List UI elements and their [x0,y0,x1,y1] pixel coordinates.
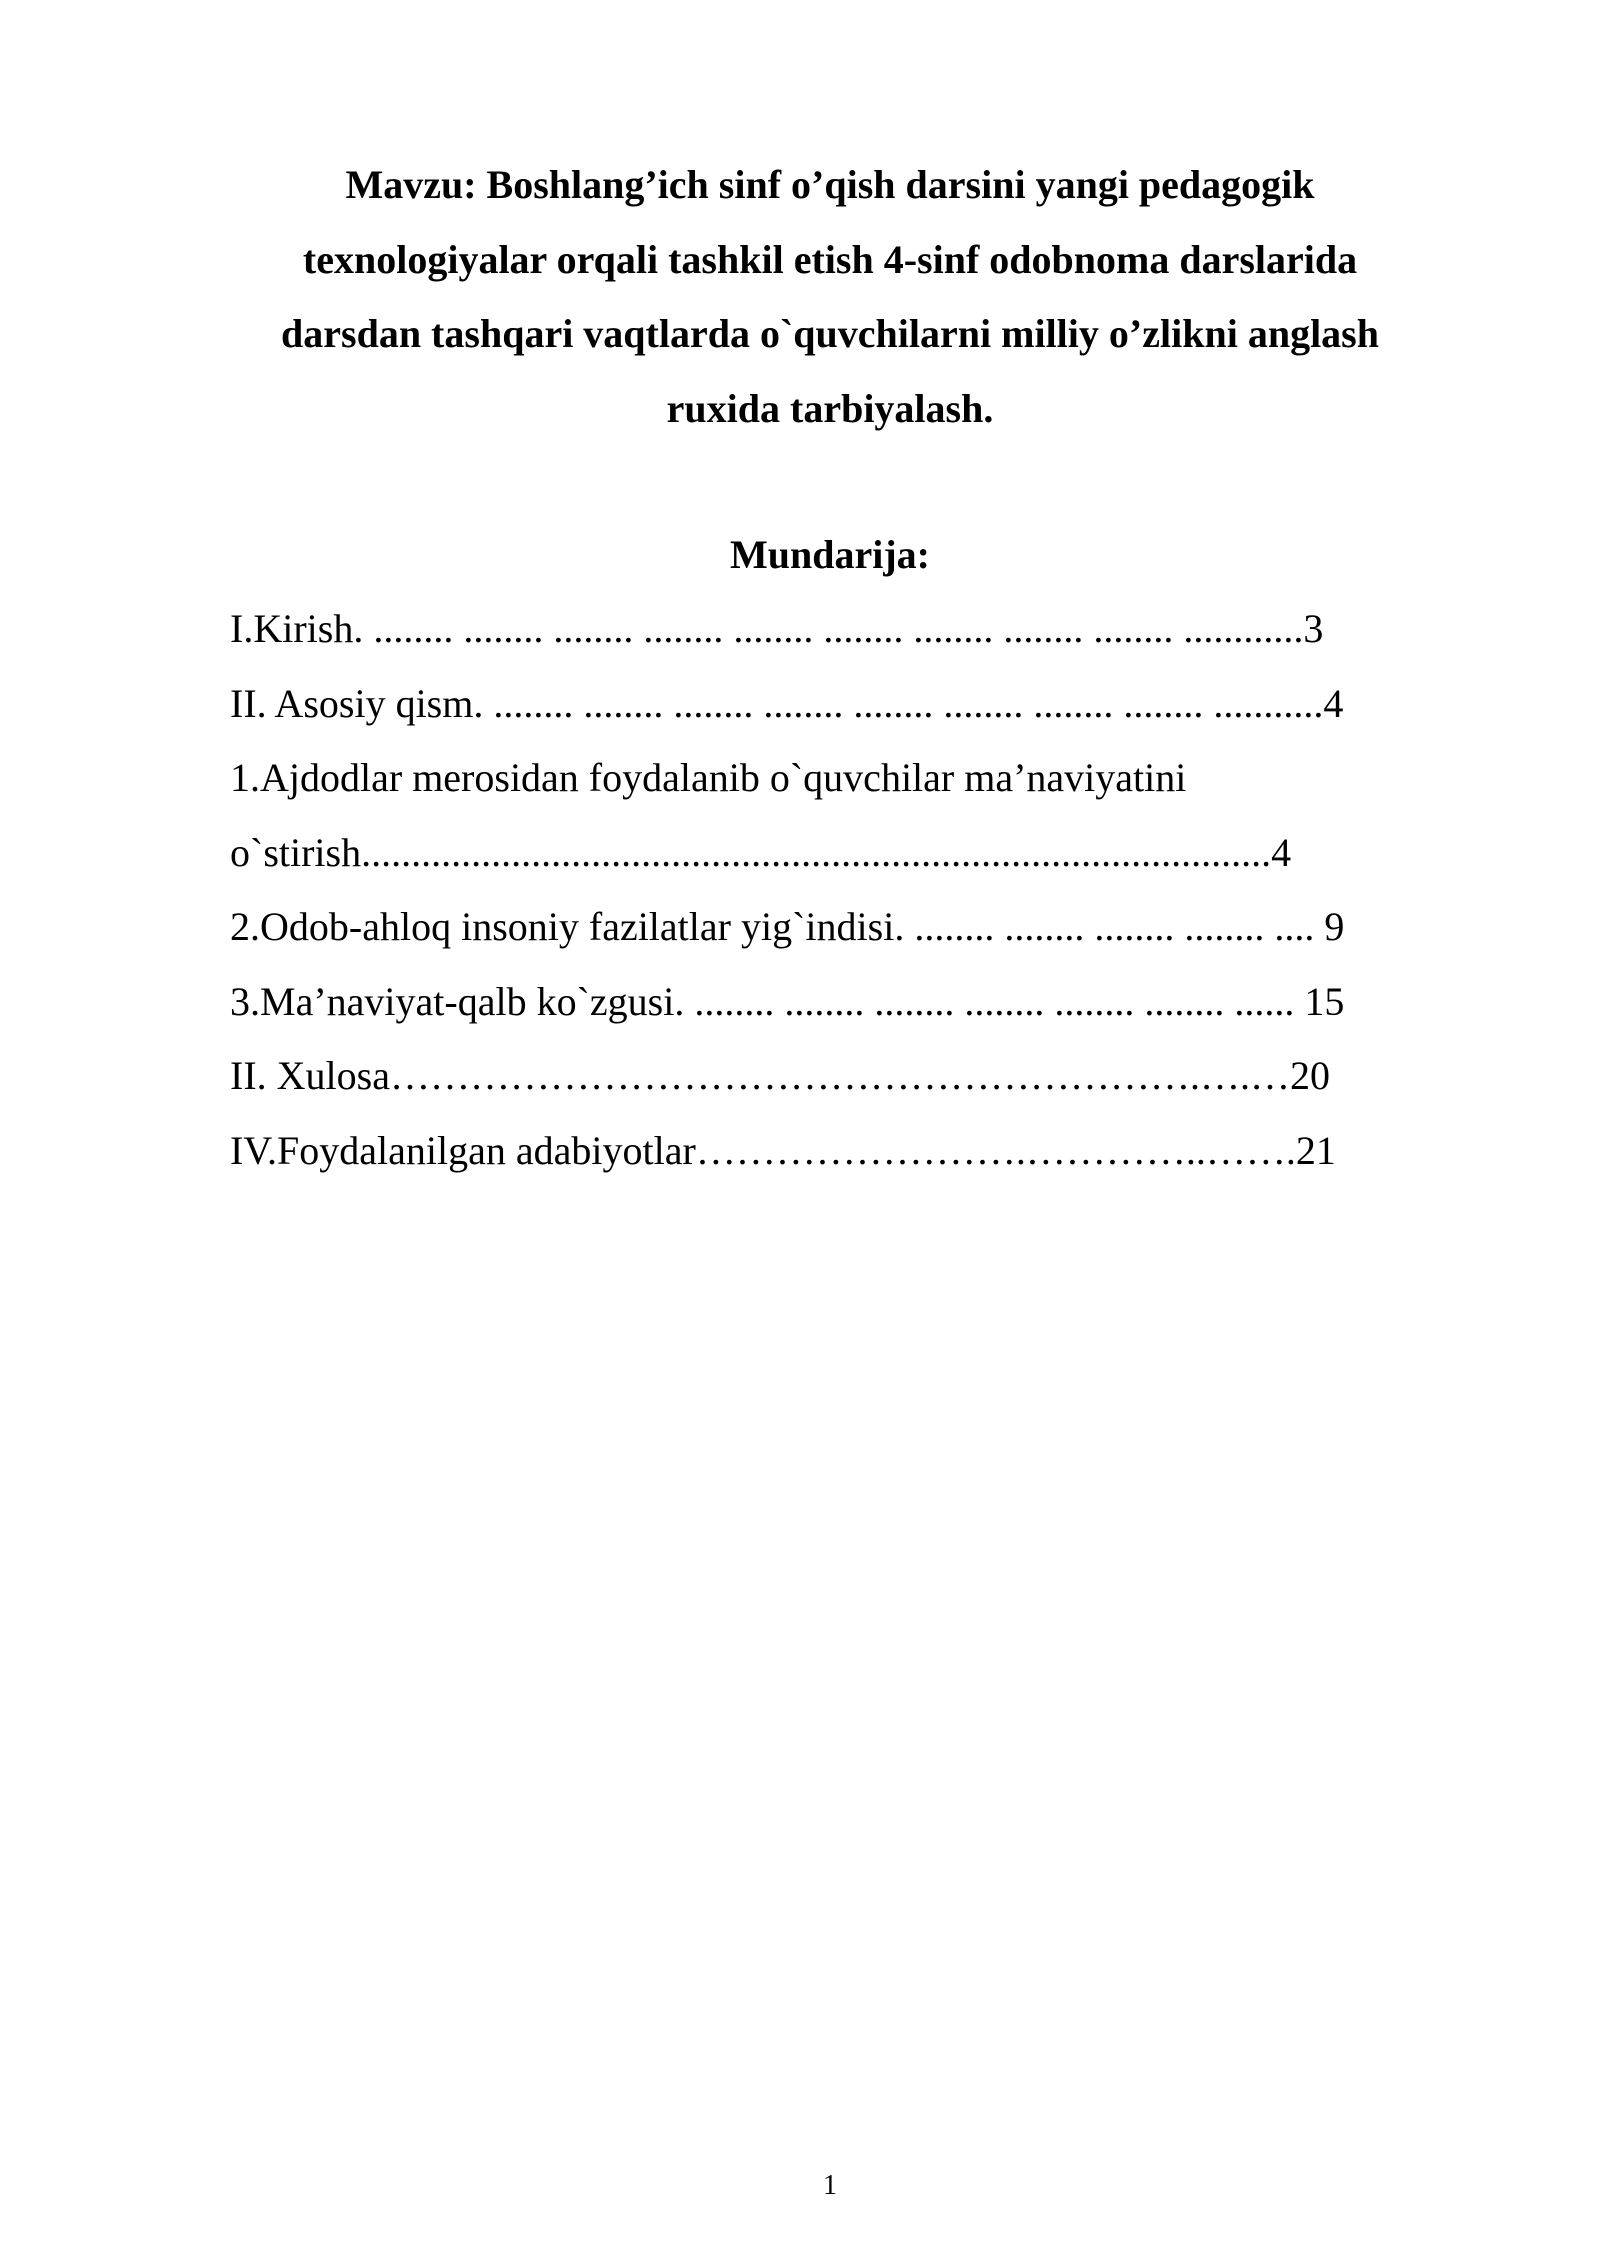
toc-entry-references: IV.Foydalanilgan adabiyotlar…………………….…………..…….21 [230,1127,1336,1173]
title-line: darsdan tashqari vaqtlarda o`quvchilarni milliy o’zlikni anglash [281,311,1379,356]
toc-heading: Mundarija: [730,532,930,577]
page-number: 1 [823,2170,837,2201]
document-title [220,148,1440,446]
toc-entry-section-2: 2.Odob-ahloq insoniy fazilatlar yig`indisi. ........ ........ ........ ........ .... 9 [230,904,1345,949]
title-line: Mavzu: Boshlang’ich sinf o’qish darsini yangi pedagogik [345,162,1315,207]
toc-entry-section-3: 3.Ma’naviyat-qalb ko`zgusi. ........ ........ ........ ........ ........ ........ ...... 15 [230,978,1345,1024]
toc-entry-conclusion: II. Xulosa…………………………………………………….….…20 [230,1053,1330,1098]
toc-entry-section-1-continued: o`stirish...........................................................................................4 [230,829,1292,875]
title-line: texnologiyalar orqali tashkil etish 4-sinf odobnoma darslarida [302,236,1358,282]
title-line: ruxida tarbiyalash. [666,385,994,431]
table-of-contents [230,592,1430,1188]
toc-entry-main-part: II. Asosiy qism. ........ ........ ........ ........ ........ ........ ........ ........ ...........4 [230,680,1344,726]
toc-entry-introduction: I.Kirish. ........ ........ ........ ........ ........ ........ ........ ........ ........ ............3 [230,606,1324,651]
toc-entry-section-1: 1.Ajdodlar merosidan foydalanib o`quvchilar ma’naviyatini [230,755,1187,800]
